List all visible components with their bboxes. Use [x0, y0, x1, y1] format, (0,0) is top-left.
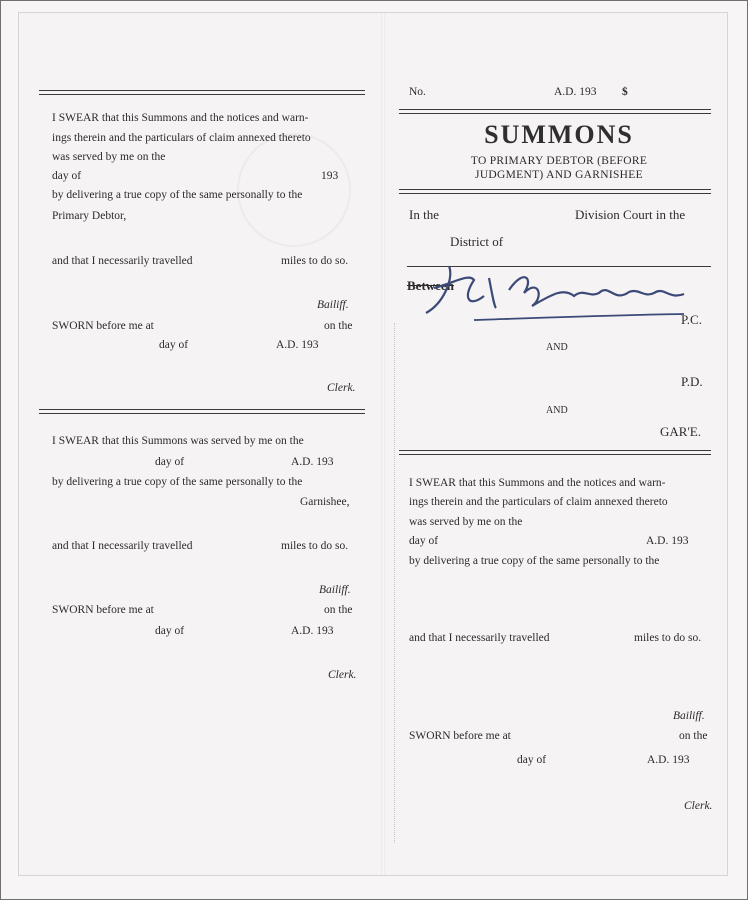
- right-swear-line-2: ings therein and the particulars of claim annexed thereto: [409, 496, 668, 508]
- right-sworn: SWORN before me at: [409, 730, 511, 742]
- left-day-of: day of: [52, 170, 82, 182]
- and-label-2: AND: [546, 405, 568, 416]
- title-top-rule: [399, 109, 711, 114]
- title-bottom-rule: [399, 189, 711, 194]
- right-day-of-2: day of: [517, 754, 547, 766]
- right-day-of: day of: [409, 535, 439, 547]
- left2-garnishee: Garnishee,: [300, 496, 350, 508]
- left-year: 193: [321, 170, 339, 182]
- left-primary-debtor: Primary Debtor,: [52, 210, 127, 222]
- left-swear-line-3: was served by me on the: [52, 151, 166, 163]
- affidavit-top-rule: [399, 450, 711, 455]
- right-miles: miles to do so.: [634, 632, 702, 644]
- number-label: No.: [409, 86, 426, 98]
- left2-day-of: day of: [155, 456, 185, 468]
- right-ad-year: A.D. 193: [646, 535, 689, 547]
- left2-travelled: and that I necessarily travelled: [52, 540, 193, 552]
- district-of-label: District of: [450, 234, 504, 249]
- left-sworn: SWORN before me at: [52, 320, 154, 332]
- and-label-1: AND: [546, 342, 568, 353]
- right-bailiff: Bailiff.: [673, 710, 705, 722]
- garnishee-label: GAR'E.: [660, 424, 701, 439]
- left2-on-the: on the: [324, 604, 353, 616]
- left2-bailiff: Bailiff.: [319, 584, 351, 596]
- left-ad-year: A.D. 193: [276, 339, 319, 351]
- left2-day-of-2: day of: [155, 625, 185, 637]
- left2-delivering: by delivering a true copy of the same personally to the: [52, 476, 303, 488]
- right-ad-year-2: A.D. 193: [647, 754, 690, 766]
- summons-subtitle-1: TO PRIMARY DEBTOR (BEFORE: [470, 155, 648, 167]
- handwritten-signature: [414, 258, 694, 328]
- left2-clerk: Clerk.: [328, 669, 357, 681]
- right-travelled: and that I necessarily travelled: [409, 632, 550, 644]
- right-delivering-line: by delivering a true copy of the same personally to the: [409, 555, 660, 567]
- left-clerk: Clerk.: [327, 382, 356, 394]
- page-fold: [381, 13, 385, 875]
- left-day-of-2: day of: [159, 339, 189, 351]
- division-court-label: Division Court in the: [575, 207, 686, 222]
- left-bailiff: Bailiff.: [317, 299, 349, 311]
- right-swear-line-3: was served by me on the: [409, 516, 523, 528]
- summons-subtitle-2: JUDGMENT) AND GARNISHEE: [475, 169, 643, 181]
- left-middle-rule: [39, 409, 365, 414]
- left2-swear-line: I SWEAR that this Summons was served by me on the: [52, 435, 304, 447]
- summons-title: SUMMONS: [484, 120, 634, 149]
- left2-sworn: SWORN before me at: [52, 604, 154, 616]
- between-label: Between: [407, 278, 454, 293]
- left-on-the: on the: [324, 320, 353, 332]
- pd-label: P.D.: [681, 374, 703, 389]
- right-swear-line-1: I SWEAR that this Summons and the notices and warn-: [409, 477, 666, 489]
- dotted-fold-line: [394, 323, 395, 843]
- pc-label: P.C.: [681, 312, 702, 327]
- left2-ad-year: A.D. 193: [291, 456, 334, 468]
- left-swear-line-1: I SWEAR that this Summons and the notices and warn-: [52, 112, 309, 124]
- left2-ad-year-2: A.D. 193: [291, 625, 334, 637]
- left-miles: miles to do so.: [281, 255, 349, 267]
- ad-year-label: A.D. 193: [554, 86, 597, 98]
- left-delivering-line: by delivering a true copy of the same personally to the: [52, 189, 303, 201]
- dollar-sign: $: [622, 86, 628, 98]
- in-the-label: In the: [409, 207, 439, 222]
- right-clerk: Clerk.: [684, 800, 713, 812]
- summons-document: [19, 13, 727, 875]
- left-travelled: and that I necessarily travelled: [52, 255, 193, 267]
- left-swear-line-2: ings therein and the particulars of claim annexed thereto: [52, 132, 311, 144]
- right-on-the: on the: [679, 730, 708, 742]
- left-top-rule: [39, 90, 365, 95]
- left2-miles: miles to do so.: [281, 540, 349, 552]
